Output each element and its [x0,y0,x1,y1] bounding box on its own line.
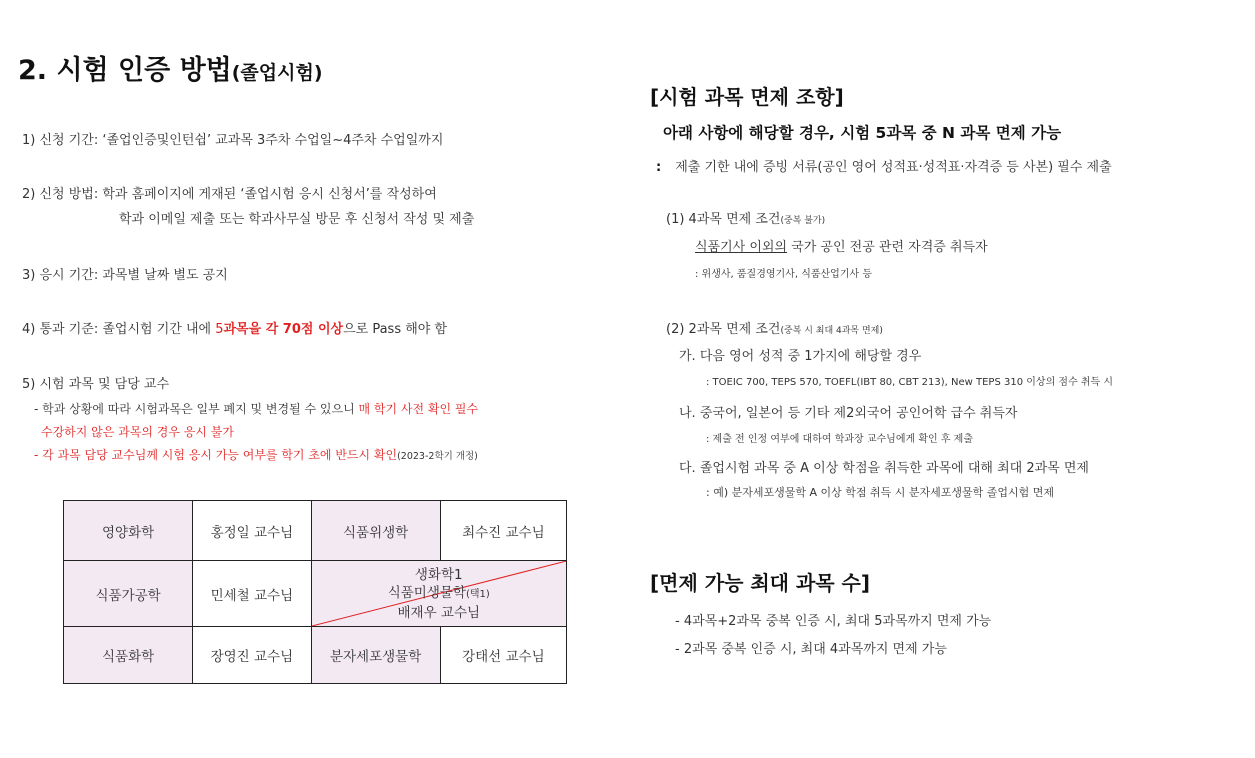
table-row [64,627,567,684]
condition-1-detail-rest: 국가 공인 전공 관련 자격증 취득자 [787,240,988,255]
colon-mark: : [656,160,662,175]
note-not-taken: 수강하지 않은 과목의 경우 응시 불가 [41,425,234,439]
table-cell-merged-choice [311,561,566,627]
max-rule-1: - 4과목+2과목 중복 인증 시, 최대 5과목까지 면제 가능 [675,614,992,629]
condition-1-title: (1) 4과목 면제 조건 [666,212,781,227]
choice-subject-2 [312,584,566,604]
condition-2b: 나. 중국어, 일본어 등 기타 제2외국어 공인어학 급수 취득자 [679,406,1018,421]
title-main: 2. 시험 인증 방법 [18,55,232,86]
table-cell-professor: 민세철 교수님 [193,561,311,627]
condition-1-heading [666,208,825,227]
table-cell-professor: 홍정일 교수님 [193,501,311,561]
note-subject-change-text: - 학과 상황에 따라 시험과목은 일부 폐지 및 변경될 수 있으니 [34,402,359,416]
note-revision: (2023-2학기 개정) [397,451,478,462]
table-row [64,561,567,627]
choice-subject-2-text: 식품미생물학 [387,584,466,601]
note-check-professor [34,446,478,463]
merged-choice-text [312,566,566,622]
choice-subject-1: 생화학1 [414,566,463,583]
table-cell-professor: 강태선 교수님 [440,627,566,684]
pass-criteria-highlight: 과목을 각 70점 이상 [223,322,344,337]
condition-2-title: (2) 2과목 면제 조건 [666,322,781,337]
condition-1-detail [695,236,988,255]
item-application-method-cont: 학과 이메일 제출 또는 학과사무실 방문 후 신청서 작성 및 제출 [119,212,475,227]
exemption-summary: 아래 사항에 해당할 경우, 시험 5과목 중 N 과목 면제 가능 [663,124,1062,142]
item-application-period: 1) 신청 기간: ‘졸업인증및인턴쉽’ 교과목 3주차 수업일~4주차 수업일까지 [22,133,444,148]
note-subject-change-red: 매 학기 사전 확인 필수 [358,402,479,416]
exemption-note [656,156,1112,175]
note-check-professor-text: - 각 과목 담당 교수님께 시험 응시 가능 여부를 학기 초에 반드시 확인 [34,448,398,462]
item-application-method: 2) 신청 방법: 학과 홈페이지에 게재된 ‘졸업시험 응시 신청서’를 작성하여 [22,187,437,202]
table-cell-subject: 분자세포생물학 [311,627,440,684]
section-heading-max: [면제 가능 최대 과목 수] [650,571,871,595]
note-subject-change [34,400,478,417]
choice-professor: 배재우 교수님 [397,604,481,621]
condition-1-detail-underlined: 식품기사 이외의 [695,240,788,255]
table-cell-subject: 영양화학 [64,501,193,561]
condition-2c-detail: : 예) 분자세포생물학 A 이상 학점 취득 시 분자세포생물학 졸업시험 면제 [706,486,1055,499]
condition-1-example: : 위생사, 품질경영기사, 식품산업기사 등 [695,269,873,280]
condition-2c: 다. 졸업시험 과목 중 A 이상 학점을 취득한 과목에 대해 최대 2과목 면제 [679,461,1089,476]
title-sub: (졸업시험) [231,62,323,84]
pass-criteria-number: 5 [215,322,224,337]
pass-criteria-suffix: 으로 Pass 해야 함 [343,322,448,337]
condition-2-note: (중복 시 최대 4과목 면제) [780,326,883,336]
table-cell-subject: 식품가공학 [64,561,193,627]
max-rule-2: - 2과목 중복 인증 시, 최대 4과목까지 면제 가능 [675,642,947,657]
table-cell-professor: 최수진 교수님 [440,501,566,561]
table-cell-professor: 장영진 교수님 [193,627,311,684]
pass-criteria-prefix: 4) 통과 기준: 졸업시험 기간 내에 [22,322,216,337]
condition-2b-detail: : 제출 전 인정 여부에 대하여 학과장 교수님에게 확인 후 제출 [706,434,973,445]
item-pass-criteria [22,318,447,337]
condition-2a-detail: : TOEIC 700, TEPS 570, TOEFL(IBT 80, CBT 213), New TEPS 310 이상의 점수 취득 시 [706,377,1114,388]
choice-note: (택1) [465,588,490,600]
table-cell-subject: 식품위생학 [311,501,440,561]
page-title [18,48,323,87]
section-heading-exemption: [시험 과목 면제 조항] [650,85,844,109]
condition-1-note: (중복 불가) [780,216,826,226]
table-cell-subject: 식품화학 [64,627,193,684]
table-row [64,501,567,561]
item-subjects: 5) 시험 과목 및 담당 교수 [22,377,170,392]
condition-2a: 가. 다음 영어 성적 중 1가지에 해당할 경우 [679,349,922,364]
condition-2-heading [666,318,883,337]
exemption-note-text: 제출 기한 내에 증빙 서류(공인 영어 성적표·성적표·자격증 등 사본) 필수 제출 [675,160,1112,175]
item-exam-period: 3) 응시 기간: 과목별 날짜 별도 공지 [22,268,228,283]
subject-table [63,500,567,684]
